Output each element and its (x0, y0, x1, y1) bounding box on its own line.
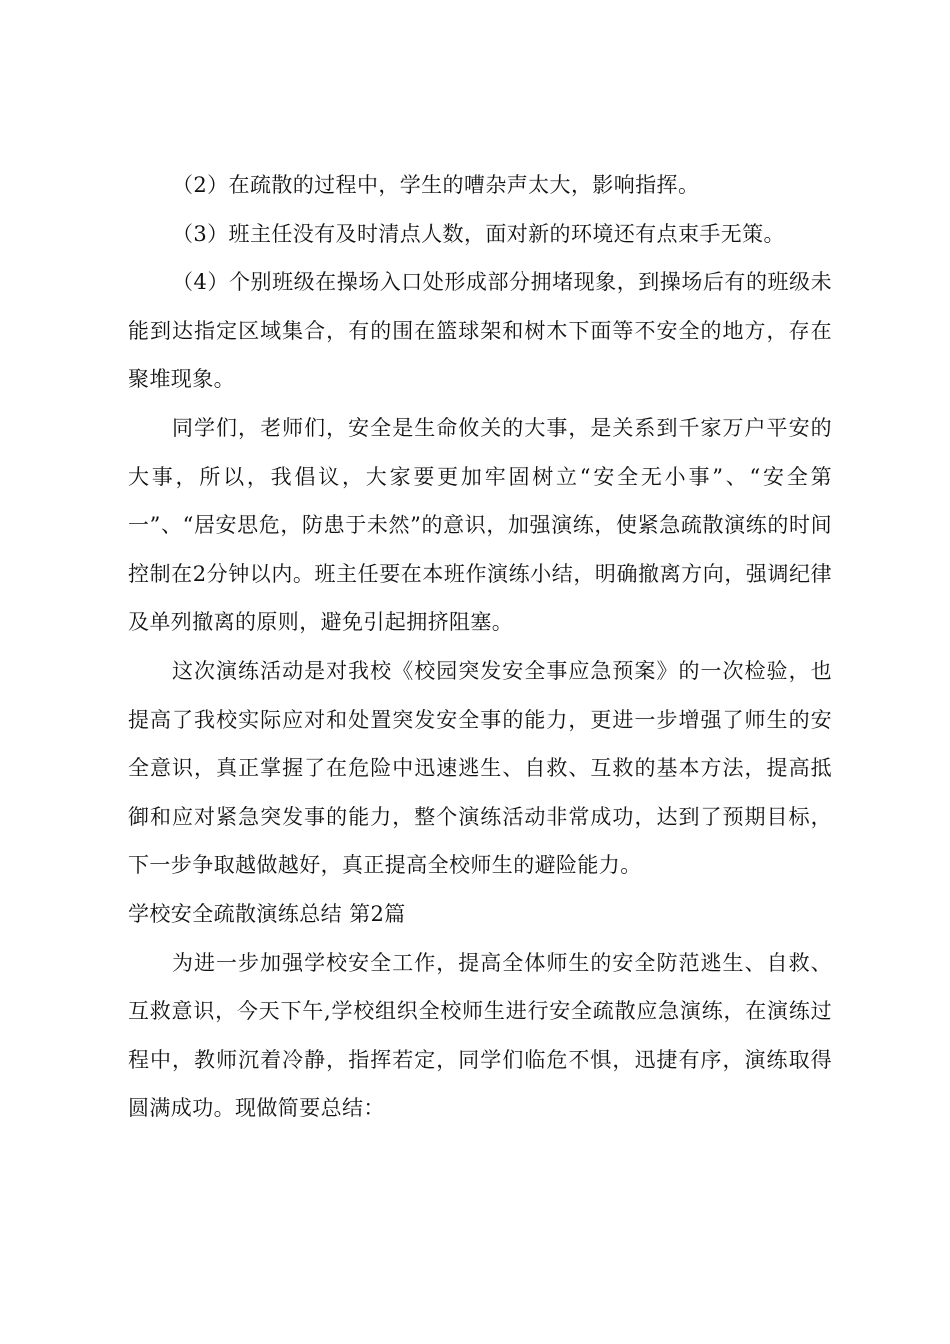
paragraph-second-summary-intro: 为进一步加强学校安全工作，提高全体师生的安全防范逃生、自救、互救意识，今天下午,学校组织全校师生进行安全疏散应急演练，在演练过程中，教师沉着冷静，指挥若定，同学们临危不惧，迅捷有序，演练取得圆满成功。现做简要总结： (128, 950, 832, 1121)
paragraph-issue-4: （4）个别班级在操场入口处形成部分拥堵现象，到操场后有的班级未能到达指定区域集合，有的围在篮球架和树木下面等不安全的地方，存在聚堆现象。 (128, 270, 832, 392)
paragraph-drill-conclusion: 这次演练活动是对我校《校园突发安全事应急预案》的一次检验，也提高了我校实际应对和处置突发安全事的能力，更进一步增强了师生的安全意识，真正掌握了在危险中迅速逃生、自救、互救的基本方法，提高抵御和应对紧急突发事的能力，整个演练活动非常成功，达到了预期目标，下一步争取越做越好，真正提高全校师生的避险能力。 (128, 658, 832, 878)
paragraph-issue-2: （2）在疏散的过程中，学生的嘈杂声太大，影响指挥。 (172, 173, 700, 197)
section-title: 学校安全疏散演练总结 第2篇 (128, 901, 406, 926)
paragraph-issue-3: （3）班主任没有及时清点人数，面对新的环境还有点束手无策。 (172, 221, 785, 246)
paragraph-safety-appeal: 同学们，老师们，安全是生命攸关的大事，是关系到千家万户平安的大事，所以，我倡议，大家要更加牢固树立“安全无小事”、“安全第一”、“居安思危，防患于未然”的意识，加强演练，使紧急疏散演练的时间控制在2分钟以内。班主任要在本班作演练小结，明确撤离方向，强调纪律及单列撤离的原则，避免引起拥挤阻塞。 (128, 415, 832, 635)
document-body (128, 161, 832, 1133)
